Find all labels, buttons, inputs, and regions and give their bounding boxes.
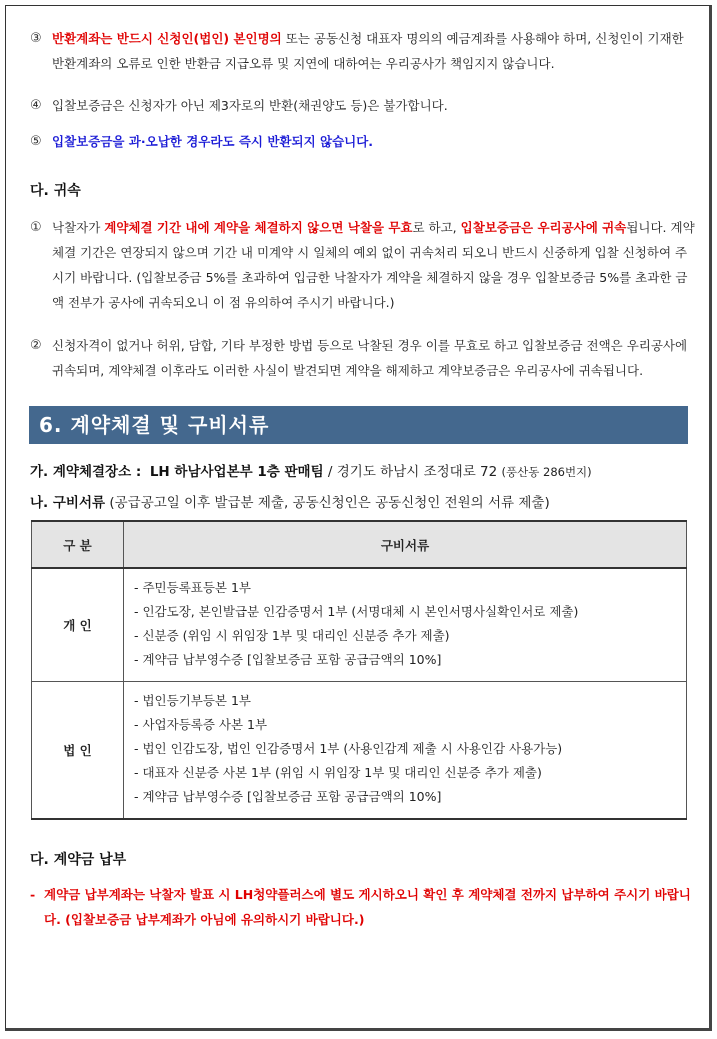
emphasis-text: 입찰보증금은 우리공사에 귀속 — [460, 220, 627, 235]
document-item: - 계약금 납부영수증 [입찰보증금 포함 공급금액의 10%] — [134, 789, 442, 804]
contract-place-office: LH 하남사업본부 1층 판매팀 — [149, 464, 324, 480]
contract-place-line — [30, 461, 592, 483]
document-item: - 대표자 신분증 사본 1부 (위임 시 위임장 1부 및 대리인 신분증 추가 제출) — [134, 765, 542, 780]
document-item: - 신분증 (위임 시 위임장 1부 및 대리인 신분증 추가 제출) — [134, 628, 450, 643]
item-number: ⑤ — [30, 134, 42, 149]
body-text: 낙찰자가 — [52, 220, 105, 235]
emphasis-text: 입찰보증금을 과·오납한 경우라도 즉시 반환되지 않습니다. — [52, 134, 374, 149]
forfeit-item-1 — [30, 215, 695, 315]
body-text: 로 하고, — [412, 220, 461, 235]
emphasis-text: 반환계좌는 반드시 신청인(법인) 본인명의 — [52, 31, 282, 46]
body-text: 됩니다. 계약체결 기간은 연장되지 않으며 기간 내 미계약 시 일체의 예외 없이 귀속처리 되오니 반드시 신중하게 입찰 신청하여 주시기 바랍니다. (입찰보증금 5%를 초과하여 입금한 낙찰자가 계약을 체결하지 않을 경우 입찰보증금 5%를 초과한 금액 전부가 공사에 귀속되오니 이 점 유의하여 주시기 바랍니다.) — [52, 220, 695, 310]
payment-heading: 다. 계약금 납부 — [30, 852, 127, 868]
required-docs-label: 나. 구비서류 — [30, 495, 106, 511]
forfeit-item-2 — [30, 333, 695, 383]
table-row — [32, 682, 687, 820]
forfeit-heading: 다. 귀속 — [30, 183, 81, 199]
dash-bullet: - — [30, 887, 36, 902]
payment-notice-text: 계약금 납부계좌는 낙찰자 발표 시 LH청약플러스에 별도 게시하오니 확인 후 계약체결 전까지 납부하여 주시기 바랍니다. (입찰보증금 납부계좌가 아님에 유의하시기 바랍니다.) — [44, 887, 691, 927]
required-docs-table — [31, 520, 687, 820]
body-text: 신청자격이 없거나 허위, 담합, 기타 부정한 방법 등으로 낙찰된 경우 이를 무효로 하고 입찰보증금 전액은 우리공사에 귀속되며, 계약체결 이후라도 이러한 사실이 발견되면 계약을 해제하고 계약보증금은 우리공사에 귀속됩니다. — [52, 338, 688, 378]
required-docs-line — [30, 492, 550, 514]
category-cell: 법 인 — [32, 682, 124, 820]
contract-address-note: (풍산동 286번지) — [501, 465, 592, 479]
separator: / — [323, 464, 337, 480]
category-cell: 개 인 — [32, 568, 124, 682]
document-item: - 법인 인감도장, 법인 인감증명서 1부 (사용인감계 제출 시 사용인감 사용가능) — [134, 741, 563, 756]
document-page — [5, 5, 712, 1031]
refund-item-3 — [30, 26, 695, 76]
documents-cell — [124, 568, 687, 682]
required-docs-note: (공급공고일 이후 발급분 제출, 공동신청인은 공동신청인 전원의 서류 제출) — [109, 495, 550, 511]
item-number: ③ — [30, 31, 42, 46]
document-item: - 사업자등록증 사본 1부 — [134, 717, 268, 732]
document-item: - 법인등기부등본 1부 — [134, 693, 252, 708]
document-item: - 인감도장, 본인발급분 인감증명서 1부 (서명대체 시 본인서명사실확인서로 제출) — [134, 604, 579, 619]
document-item: - 주민등록표등본 1부 — [134, 580, 252, 595]
item-number: ① — [30, 220, 42, 235]
contract-place-label: 가. 계약체결장소 : — [30, 464, 142, 480]
item-number: ② — [30, 338, 42, 353]
column-header-category: 구 분 — [32, 521, 124, 568]
documents-cell — [124, 682, 687, 820]
body-text: 입찰보증금은 신청자가 아닌 제3자로의 반환(채권양도 등)은 불가합니다. — [52, 98, 448, 113]
table-row — [32, 568, 687, 682]
refund-item-4 — [30, 93, 695, 118]
section-title-bar: 6. 계약체결 및 구비서류 — [29, 406, 688, 444]
refund-item-5 — [30, 129, 695, 154]
column-header-documents: 구비서류 — [124, 521, 687, 568]
emphasis-text: 계약체결 기간 내에 계약을 체결하지 않으면 낙찰을 무효 — [104, 220, 413, 235]
contract-address: 경기도 하남시 조정대로 72 — [336, 464, 498, 480]
table-header-row — [32, 521, 687, 568]
item-number: ④ — [30, 98, 42, 113]
payment-notice — [30, 882, 695, 932]
body-text: 또는 공동신청 대표자 명의의 예금계좌를 사용해야 하며, 신청인이 기재한 반환계좌의 오류로 인한 반환금 지급오류 및 지연에 대하여는 우리공사가 책임지지 않습니다. — [52, 31, 684, 71]
document-item: - 계약금 납부영수증 [입찰보증금 포함 공급금액의 10%] — [134, 652, 442, 667]
